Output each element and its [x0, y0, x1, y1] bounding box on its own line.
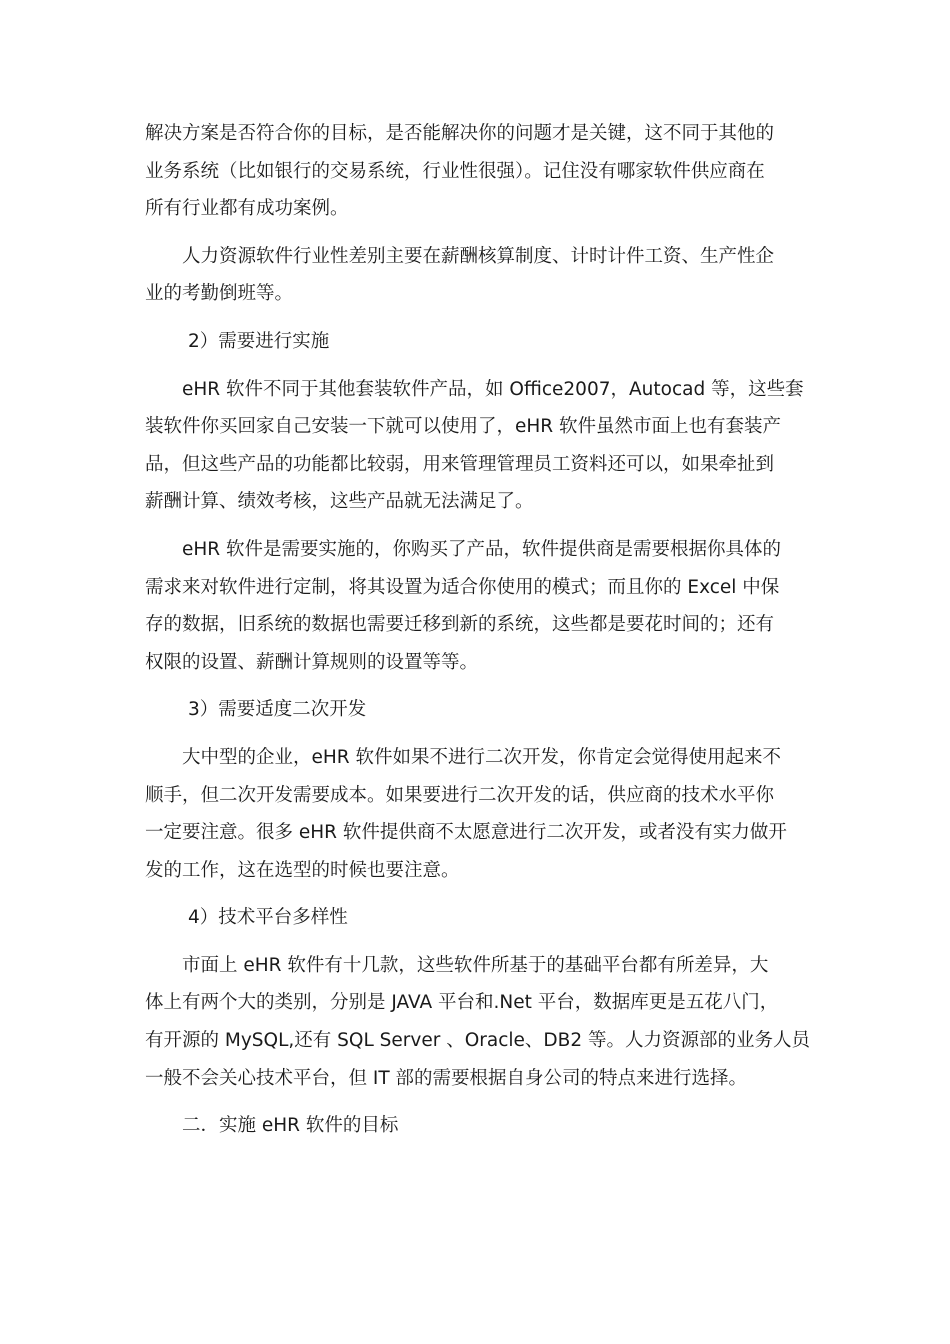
text-line: 一般不会关心技术平台，但 IT 部的需要根据自身公司的特点来进行选择。: [145, 1067, 748, 1089]
heading-platform-diversity: [145, 899, 807, 937]
text-line: 存的数据，旧系统的数据也需要迁移到新的系统，这些都是要花时间的；还有: [145, 614, 775, 636]
text-line: 所有行业都有成功案例。: [145, 198, 349, 220]
text-line: 人力资源软件行业性差别主要在薪酬核算制度、计时计件工资、生产性企: [182, 245, 775, 267]
heading-text: 二．实施 eHR 软件的目标: [182, 1115, 399, 1137]
paragraph-implementation-required: [145, 531, 807, 681]
text-line: 大中型的企业，eHR 软件如果不进行二次开发，你肯定会觉得使用起来不: [182, 746, 782, 768]
text-line: 业的考勤倒班等。: [145, 283, 294, 305]
paragraph-technology-platforms: [145, 947, 810, 1097]
text-line: 装软件你买回家自己安装一下就可以使用了，eHR 软件虽然市面上也有套装产: [145, 416, 782, 438]
text-line: 有开源的 MySQL,还有 SQL Server 、Oracle、DB2 等。人力资源部的业务人员: [145, 1030, 810, 1052]
text-line: 一定要注意。很多 eHR 软件提供商不太愿意进行二次开发，或者没有实力做开: [145, 822, 787, 844]
paragraph-customization: [145, 739, 807, 889]
heading-text: 3）需要适度二次开发: [188, 699, 367, 721]
paragraph-industry-differences: [145, 238, 807, 313]
text-line: eHR 软件不同于其他套装软件产品，如 Office2007，Autocad 等，这些套: [182, 378, 804, 400]
text-line: 需求来对软件进行定制，将其设置为适合你使用的模式；而且你的 Excel 中保: [145, 576, 780, 598]
heading-text: 2）需要进行实施: [188, 330, 330, 352]
text-line: eHR 软件是需要实施的，你购买了产品，软件提供商是需要根据你具体的: [182, 538, 782, 560]
text-line: 市面上 eHR 软件有十几款，这些软件所基于的基础平台都有所差异，大: [182, 954, 769, 976]
text-line: 解决方案是否符合你的目标，是否能解决你的问题才是关键，这不同于其他的: [145, 123, 775, 144]
heading-text: 4）技术平台多样性: [188, 907, 348, 929]
text-line: 体上有两个大的类别，分别是 JAVA 平台和.Net 平台，数据库更是五花八门，: [145, 992, 779, 1014]
paragraph-packaged-software: [145, 371, 807, 521]
text-line: 薪酬计算、绩效考核，这些产品就无法满足了。: [145, 491, 534, 513]
heading-secondary-development: [145, 691, 807, 729]
paragraph-solution-fit: [145, 115, 807, 228]
text-line: 权限的设置、薪酬计算规则的设置等等。: [145, 651, 479, 673]
text-line: 业务系统（比如银行的交易系统，行业性很强）。记住没有哪家软件供应商在: [145, 160, 765, 182]
heading-need-implementation: [145, 323, 807, 361]
text-line: 发的工作，这在选型的时候也要注意。: [145, 859, 460, 881]
heading-implementation-goals: [145, 1107, 807, 1145]
text-line: 顺手，但二次开发需要成本。如果要进行二次开发的话，供应商的技术水平你: [145, 784, 775, 806]
text-line: 品，但这些产品的功能都比较弱，用来管理管理员工资料还可以，如果牵扯到: [145, 453, 775, 475]
